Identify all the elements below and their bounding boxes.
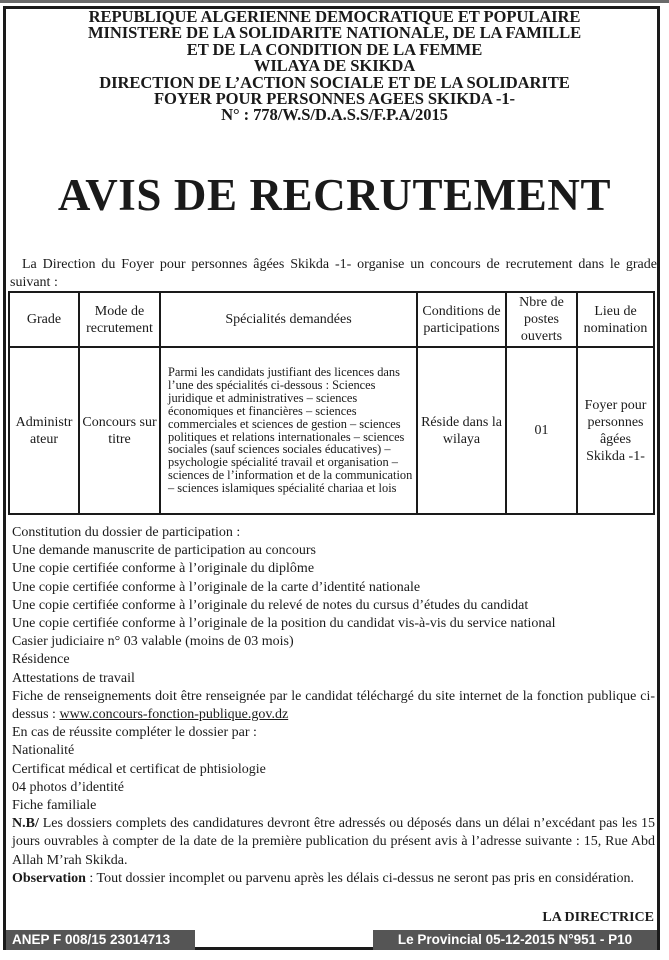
observation-text: : Tout dossier incomplet ou parvenu après les délais ci-dessus ne seront pas pris en considération. — [89, 870, 635, 886]
letterhead-line: WILAYA DE SKIKDA — [253, 56, 416, 76]
col-header-mode: Mode de recrutement — [79, 292, 160, 347]
fiche-text: Fiche de renseignements doit être renseignée par le candidat téléchargé du site internet de la fonction publique ci-dessus : — [12, 688, 655, 723]
list-item: Une copie certifiée conforme à l’originale de la carte d’identité nationale — [12, 579, 421, 595]
observation-label: Observation — [12, 870, 86, 886]
list-item: Certificat médical et certificat de phtisiologie — [12, 761, 266, 777]
website-link[interactable]: www.concours-fonction-publique.gov.dz — [59, 707, 289, 723]
footer-publication: Le Provincial 05-12-2015 N°951 - P10 — [373, 930, 657, 950]
list-item: Une demande manuscrite de participation au concours — [12, 543, 316, 559]
list-item: Résidence — [12, 652, 70, 668]
table-header-row — [9, 292, 654, 347]
recruitment-table — [8, 291, 655, 515]
letterhead-line: FOYER POUR PERSONNES AGEES SKIKDA -1- — [154, 89, 515, 109]
col-header-specialites: Spécialités demandées — [160, 292, 417, 347]
cell-grade: Administr ateur — [9, 347, 79, 514]
fiche-paragraph — [12, 688, 655, 724]
cell-specialites: Parmi les candidats justifiant des licences dans l’une des spécialités ci-dessous : Sciences juridique et administratives – sciences économiques et financières – sciences commerciales et sciences de gestion – sciences politiques et relations internationales – sciences sociales (sauf sciences sociales éducatives) – psychologie spécialité travail et organisation – sciences de l’information et de la communication – sciences islamiques spécialité chariaa et lois — [160, 347, 417, 514]
letterhead-line: DIRECTION DE L’ACTION SOCIALE ET DE LA SOLIDARITE — [99, 72, 570, 92]
top-rule — [0, 0, 669, 3]
nb-text: Les dossiers complets des candidatures devront être adressés ou déposés dans un délai n’excédant pas les 15 jours ouvrables à compter de la date de la première publication du présent avis à l’adresse suivante : 15, Rue Abd Allah M’rah Skikda. — [12, 816, 656, 868]
cell-mode: Concours sur titre — [79, 347, 160, 514]
list-item: Une copie certifiée conforme à l’originale du diplôme — [12, 561, 315, 577]
letterhead-line: MINISTERE DE LA SOLIDARITE NATIONALE, DE LA FAMILLE — [87, 23, 582, 43]
cell-conditions: Réside dans la wilaya — [417, 347, 506, 514]
reussite-heading: En cas de réussite compléter le dossier par : — [12, 725, 257, 741]
nb-paragraph — [12, 815, 655, 870]
list-item: 04 photos d’identité — [12, 779, 124, 795]
table-row — [9, 347, 654, 514]
nb-label: N.B/ — [12, 816, 39, 832]
signature: LA DIRECTRICE — [542, 910, 654, 925]
observation-paragraph — [12, 870, 655, 888]
list-item: Nationalité — [12, 743, 75, 759]
notice-title: AVIS DE RECRUTEMENT — [57, 170, 612, 220]
letterhead-line: REPUBLIQUE ALGERIENNE DEMOCRATIQUE ET POPULAIRE — [88, 7, 581, 26]
col-header-postes: Nbre de postes ouverts — [506, 292, 577, 347]
intro-paragraph: La Direction du Foyer pour personnes âgées Skikda -1- organise un concours de recrutement dans le grade suivant : — [10, 257, 657, 290]
cell-lieu: Foyer pour personnes âgées Skikda -1- — [577, 347, 654, 514]
footer-anep-ref: ANEP F 008/15 23014713 — [6, 930, 195, 950]
reference-number: N° : 778/W.S/D.A.S.S/F.P.A/2015 — [221, 105, 448, 125]
letterhead-line: ET DE LA CONDITION DE LA FEMME — [186, 39, 483, 59]
list-item: Casier judiciaire n° 03 valable (moins de 03 mois) — [12, 634, 294, 650]
col-header-conditions: Conditions de participations — [417, 292, 506, 347]
cell-postes: 01 — [506, 347, 577, 514]
list-item: Attestations de travail — [12, 670, 135, 686]
list-item: Une copie certifiée conforme à l’originale de la position du candidat vis-à-vis du service national — [12, 616, 556, 632]
col-header-lieu: Lieu de nomination — [577, 292, 654, 347]
col-header-grade: Grade — [9, 292, 79, 347]
dossier-heading: Constitution du dossier de participation : — [12, 525, 241, 540]
list-item: Une copie certifiée conforme à l’originale du relevé de notes du cursus d’études du candidat — [12, 597, 529, 613]
list-item: Fiche familiale — [12, 798, 97, 814]
dossier-section — [12, 524, 655, 888]
letterhead — [0, 9, 669, 124]
